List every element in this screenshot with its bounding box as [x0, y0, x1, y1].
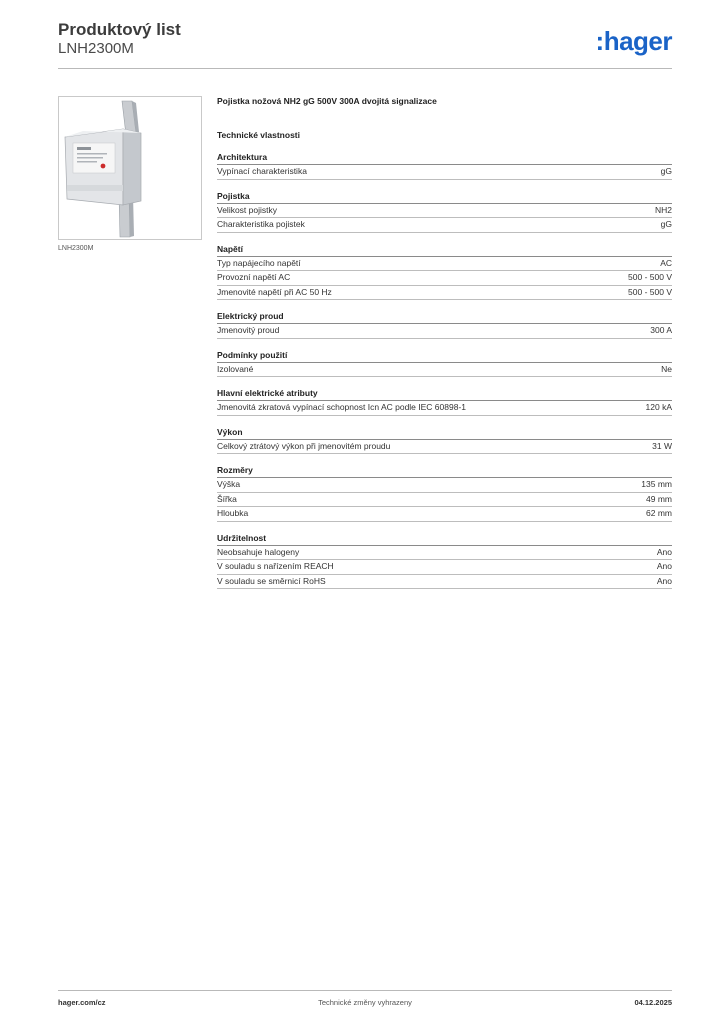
spec-value: 135 mm [641, 479, 672, 489]
hager-logo: :hager [595, 26, 672, 56]
product-reference: LNH2300M [58, 40, 134, 57]
spec-group-title: Hlavní elektrické atributy [217, 388, 672, 401]
spec-row [217, 493, 672, 508]
spec-group-title: Elektrický proud [217, 311, 672, 324]
spec-row [217, 401, 672, 416]
spec-group-sustainability [217, 533, 672, 590]
spec-label: Jmenovitá zkratová vypínací schopnost Icn AC podle IEC 60898-1 [217, 402, 466, 412]
spec-value: Ano [656, 546, 672, 557]
spec-group-current [217, 311, 672, 339]
page-header [58, 20, 672, 68]
spec-label: Celkový ztrátový výkon při jmenovitém proudu [217, 440, 391, 451]
product-specifications [217, 96, 672, 589]
spec-group-title: Rozměry [217, 465, 672, 478]
header-divider [58, 68, 672, 69]
spec-value: 31 W [652, 440, 672, 451]
spec-label: Šířka [217, 493, 237, 504]
document-type: Produktový list [58, 20, 181, 39]
changes-notice: Technické změny vyhrazeny [318, 998, 412, 1007]
spec-value: Ne [661, 363, 672, 374]
spec-row [217, 257, 672, 272]
spec-row [217, 546, 672, 561]
spec-label: Neobsahuje halogeny [217, 546, 300, 557]
spec-value: AC [660, 257, 672, 268]
spec-group-electrical [217, 388, 672, 416]
spec-group-title: Výkon [217, 427, 672, 440]
spec-row [217, 363, 672, 378]
spec-label: Provozní napětí AC [217, 272, 291, 282]
spec-group-conditions [217, 350, 672, 378]
footer-divider [58, 990, 672, 991]
spec-value: 500 - 500 V [628, 286, 672, 297]
spec-group-title: Podmínky použití [217, 350, 672, 363]
spec-value: 120 kA [645, 402, 672, 412]
spec-value: 62 mm [646, 508, 672, 518]
spec-row [217, 218, 672, 233]
spec-label: Jmenovité napětí při AC 50 Hz [217, 286, 332, 297]
page-footer [58, 998, 672, 1010]
spec-value: NH2 [654, 204, 672, 215]
spec-row [217, 478, 672, 493]
spec-value: 500 - 500 V [628, 272, 672, 282]
spec-value: 49 mm [646, 493, 672, 504]
spec-label: V souladu se směrnicí RoHS [217, 575, 326, 586]
spec-label: Jmenovitý proud [217, 325, 280, 335]
spec-label: Velikost pojistky [217, 204, 277, 215]
spec-row [217, 440, 672, 455]
spec-row [217, 271, 672, 286]
document-date: 04.12.2025 [634, 998, 672, 1007]
product-title: Pojistka nožová NH2 gG 500V 300A dvojitá signalizace [217, 96, 437, 106]
spec-label: Vypínací charakteristika [217, 166, 307, 176]
spec-label: Charakteristika pojistek [217, 219, 305, 229]
spec-value: gG [660, 166, 672, 176]
spec-group-voltage [217, 244, 672, 301]
image-caption: LNH2300M [58, 245, 94, 252]
spec-group-fuse [217, 191, 672, 233]
spec-label: Hloubka [217, 508, 249, 518]
spec-row [217, 204, 672, 219]
spec-group-architecture [217, 152, 672, 180]
spec-label: Izolované [217, 363, 254, 374]
website-link[interactable]: hager.com/cz [58, 998, 106, 1007]
spec-row [217, 560, 672, 575]
spec-value: Ano [656, 561, 672, 571]
spec-row [217, 324, 672, 339]
spec-group-power [217, 427, 672, 455]
spec-value: 300 A [650, 325, 672, 335]
spec-group-dimensions [217, 465, 672, 522]
spec-row [217, 507, 672, 522]
spec-label: Výška [217, 479, 241, 489]
spec-row [217, 165, 672, 180]
spec-group-title: Pojistka [217, 191, 672, 204]
section-heading: Technické vlastnosti [217, 130, 300, 140]
spec-label: V souladu s nařízením REACH [217, 561, 334, 571]
spec-group-title: Architektura [217, 152, 672, 165]
spec-group-title: Udržitelnost [217, 533, 672, 546]
product-image [58, 96, 202, 240]
spec-row [217, 575, 672, 590]
spec-label: Typ napájecího napětí [217, 257, 301, 268]
spec-value: Ano [656, 575, 672, 586]
fuse-illustration [59, 97, 201, 239]
spec-group-title: Napětí [217, 244, 672, 257]
spec-row [217, 286, 672, 301]
spec-value: gG [660, 219, 672, 229]
